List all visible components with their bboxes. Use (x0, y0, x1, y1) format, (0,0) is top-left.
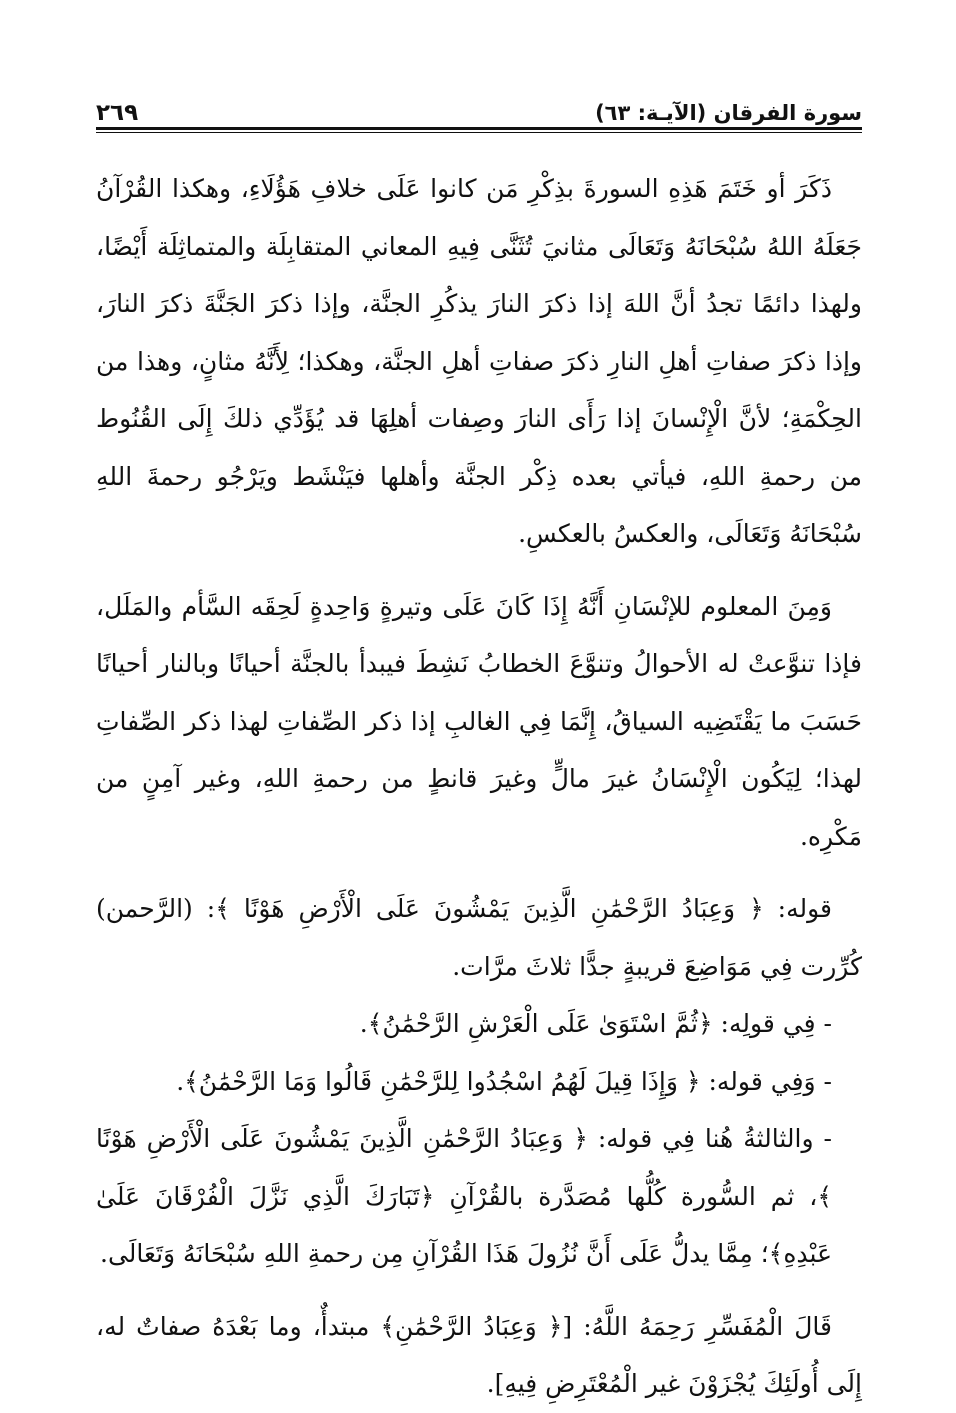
paragraph-1: ذَكَرَ أو خَتَمَ هَذِهِ السورةَ بذِكْرِ مَن كانوا عَلَى خلافِ هَؤُلَاءِ، وهكذا القُرْآنُ جَعَلَهُ اللهُ سُبْحَانَهُ وَتَعَالَى مثانيَ تُثَنَّى فِيهِ المعاني المتقابِلَة والمتماثِلَة أَيْضًا، ولهذا دائمًا تجدُ أنَّ اللهَ إذا ذكرَ النارَ يذكُرِ الجنَّة، وإذا ذكرَ الجَنَّةَ ذكرَ النارَ، وإذا ذكرَ صفاتِ أهلِ النارِ ذكرَ صفاتِ أهلِ الجنَّة، وهكذا؛ لِأَنَّهُ مثانٍ، وهذا من الحِكْمَةِ؛ لأنَّ الْإِنْسانَ إذا رَأَى النارَ وصِفات أهلِهَا قد يُؤَدِّي ذلكَ إِلَى القُنُوط من رحمةِ اللهِ، فيأتي بعده ذِكْر الجنَّة وأهلها فيَنْشَط ويَرْجُو رحمةَ اللهِ سُبْحَانَهُ وَتَعَالَى، والعكسُ بالعكسِ. (96, 174, 862, 548)
page-number: ٢٦٩ (96, 100, 139, 126)
paragraph-3: قوله: ﴿ وَعِبَادُ الرَّحْمَٰنِ الَّذِينَ يَمْشُونَ عَلَى الْأَرْضِ هَوْنًا ﴾: (الرَّحمن) كُرِّرت فِي مَوَاضِعَ قريبةٍ جدًّا ثلاثَ مرَّات. (96, 894, 862, 981)
page-header (96, 92, 862, 126)
header-divider (96, 127, 862, 133)
running-title: سورة الفرقان (الآيـة: ٦٣) (595, 101, 862, 125)
list-item-3: - والثالثةُ هُنا فِي قوله: ﴿ وَعِبَادُ الرَّحْمَٰنِ الَّذِينَ يَمْشُونَ عَلَى الْأَرْضِ هَوْنًا ﴾، ثم السُّورة كُلُّها مُصَدَّرة بالقُرْآنِ ﴿تَبَارَكَ الَّذِي نَزَّلَ الْفُرْقَانَ عَلَىٰ عَبْدِهِ﴾؛ مِمَّا يدلُّ عَلَى أَنَّ نُزُولَ هَذَا القُرْآنِ مِن رحمةِ اللهِ سُبْحَانَهُ وَتَعَالَى. (96, 1124, 832, 1268)
paragraph-4: قَالَ الْمُفَسِّرِ رَحِمَهُ اللَّهُ: [﴿ وَعِبَادُ الرَّحْمَٰنِ﴾ مبتدأٌ، وما بَعْدَهُ صفاتٌ له، إِلَى أُولَئِكَ يُجْزَوْنَ غير الْمُعْتَرِضِ فِيهِ]. (96, 1311, 862, 1398)
paragraph-2: وَمِنَ المعلوم للإنْسَانِ أَنَّهُ إِذَا كَانَ عَلَى وتيرةٍ وَاحِدةٍ لَحِقَه السَّأم والمَلَل، فإذا تنوَّعتْ له الأحوالُ وتنوَّعَ الخطابُ نَشِطَ فيبدأ بالجنَّة أحيانًا وبالنار أحيانًا حَسَبَ ما يَقْتَضِيه السياقُ، إِنَّمَا فِي الغالبِ إذا ذكر الصِّفاتِ لهذا ذكر الصِّفاتِ لهذا؛ لِيَكُون الْإِنْسَانُ غيرَ مالٍّ وغيرَ قانطٍ من رحمةِ اللهِ، وغير آمِنٍ من مَكْرِه. (96, 591, 862, 851)
page-body (96, 160, 862, 1413)
list-item-2: - وَفِي قوله: ﴿ وَإِذَا قِيلَ لَهُمُ اسْجُدُوا لِلرَّحْمَٰنِ قَالُوا وَمَا الرَّحْمَٰنُ﴾. (176, 1066, 832, 1096)
list-item-1: - فِي قولِه: ﴿ثُمَّ اسْتَوَىٰ عَلَى الْعَرْشِ الرَّحْمَٰنُ﴾. (359, 1009, 832, 1038)
